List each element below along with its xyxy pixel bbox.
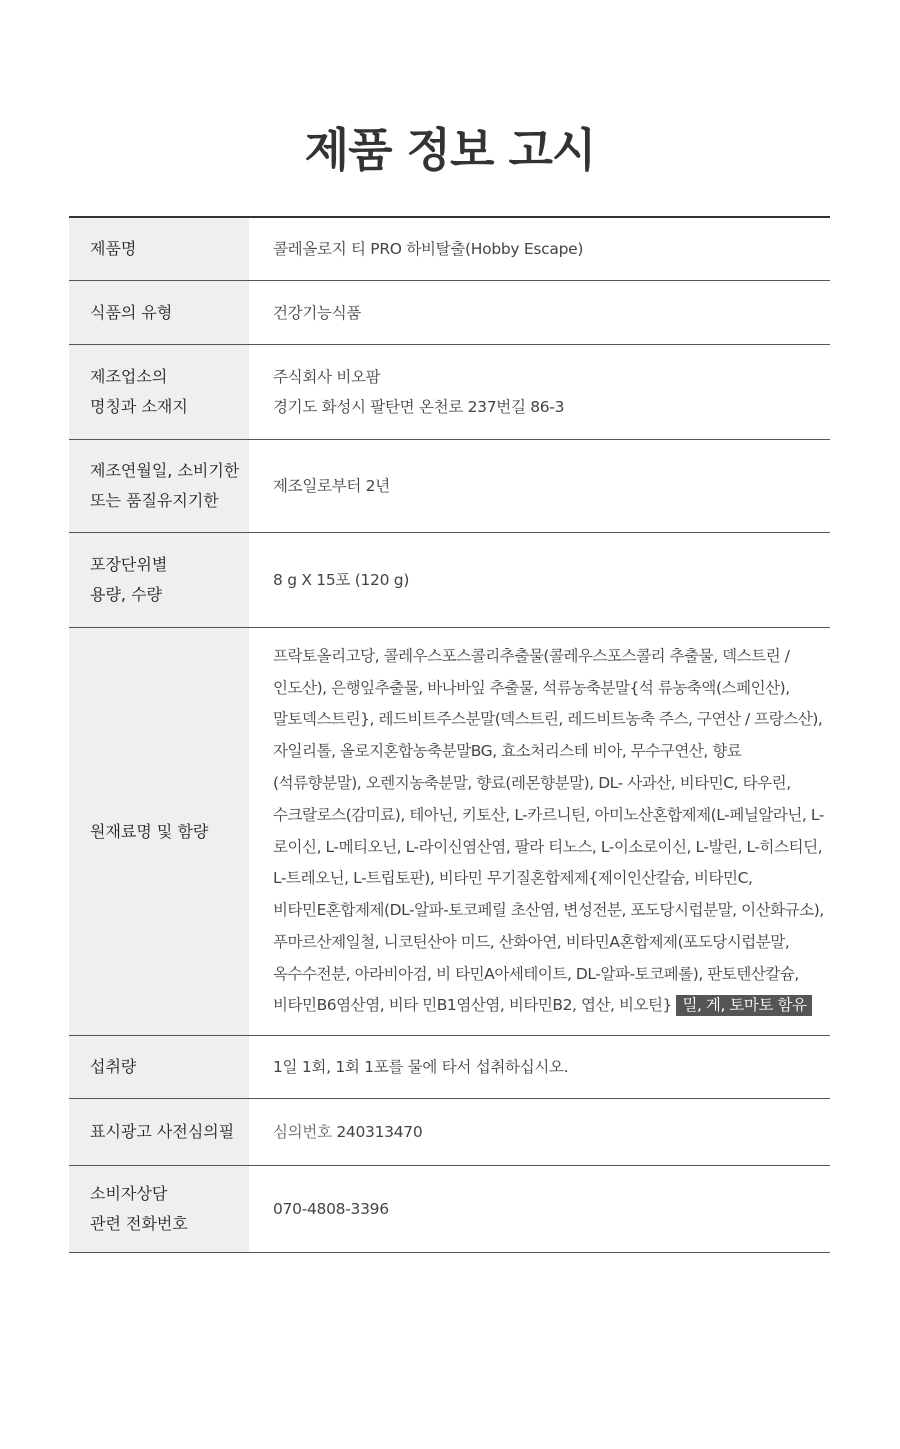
review-number: 240313470 (336, 1123, 423, 1141)
label-intake: 섭취량 (69, 1036, 249, 1098)
row-ingredients (69, 628, 830, 1036)
value-expiration: 제조일로부터 2년 (273, 477, 390, 495)
consumer-phone-number: 070-4808-3396 (273, 1200, 389, 1218)
product-info-table (69, 216, 830, 1253)
value-consumer-phone (249, 1166, 830, 1252)
label-ad-review: 표시광고 사전심의필 (69, 1099, 249, 1165)
row-manufacturer (69, 345, 830, 440)
row-product-name (69, 218, 830, 281)
page-title: 제품 정보 고시 (304, 123, 596, 177)
value-manufacturer (249, 345, 830, 439)
manufacturer-address: 경기도 화성시 팔탄면 온천로 237번길 86-3 (273, 398, 565, 416)
ingredients-list: 프락토올리고당, 콜레우스포스콜리추출물(콜레우스포스콜리 추출물, 덱스트린 / 인도산), 은행잎추출물, 바나바잎 추출물, 석류농축분말{석 류농축액(스페인산), 말토덱스트린}, 레드비트주스분말(덱스트린, 레드비트농축 주스, 구연산 / 프랑스산), 자일리톨, 올로지혼합농축분말BG, 효소처리스테 비아, 무수구연산, 향료(석류향분말), 오렌지농축분말, 향료(레몬향분말), DL- 사과산, 비타민C, 타우린, 수크랄로스(감미료), 테아닌, 키토산, L-카르니틴, 아미노산혼합제제(L-페닐알라닌, L-로이신, L-메티오닌, L-라이신염산염, 팔라 티노스, L-이소로이신, L-발린, L-히스티딘, L-트레오닌, L-트립토판), 비타민 무기질혼합제제{제이인산칼슘, 비타민C, 비타민E혼합제제(DL-알파-토코페릴 초산염, 변성전분, 포도당시럽분말, 이산화규소), 푸마르산제일철, 니코틴산아 미드, 산화아연, 비타민A혼합제제(포도당시럽분말, 옥수수전분, 아라비아검, 비 타민A아세테이트, DL-알파-토코페롤), 판토텐산칼슘, 비타민B6염산염, 비타 민B1염산염, 비타민B2, 엽산, 비오틴} (273, 646, 824, 1015)
label-consumer-phone: 소비자상담 관련 전화번호 (69, 1166, 249, 1252)
allergen-badge: 밀, 게, 토마토 함유 (676, 995, 812, 1016)
value-food-type: 건강기능식품 (273, 303, 362, 322)
value-ad-review (249, 1099, 830, 1165)
label-package-unit: 포장단위별 용량, 수량 (69, 533, 249, 627)
row-intake (69, 1036, 830, 1099)
review-prefix: 심의번호 (273, 1123, 332, 1141)
value-ingredients (249, 628, 830, 1035)
manufacturer-name: 주식회사 비오팜 (273, 368, 381, 386)
value-intake: 1일 1회, 1회 1포를 물에 타서 섭취하십시오. (273, 1058, 569, 1076)
label-manufacturer: 제조업소의 명칭과 소재지 (69, 345, 249, 439)
label-expiration: 제조연월일, 소비기한 또는 품질유지기한 (69, 440, 249, 532)
row-package-unit (69, 533, 830, 628)
row-expiration (69, 440, 830, 533)
row-ad-review (69, 1099, 830, 1166)
row-consumer-phone (69, 1166, 830, 1253)
ingredients-text (273, 641, 828, 1023)
value-product-name: 콜레올로지 티 PRO 하비탈출(Hobby Escape) (273, 240, 584, 258)
label-product-name: 제품명 (69, 218, 249, 280)
label-food-type: 식품의 유형 (69, 281, 249, 344)
row-food-type (69, 281, 830, 345)
value-package-unit: 8 g X 15포 (120 g) (273, 571, 410, 589)
label-ingredients: 원재료명 및 함량 (69, 628, 249, 1035)
